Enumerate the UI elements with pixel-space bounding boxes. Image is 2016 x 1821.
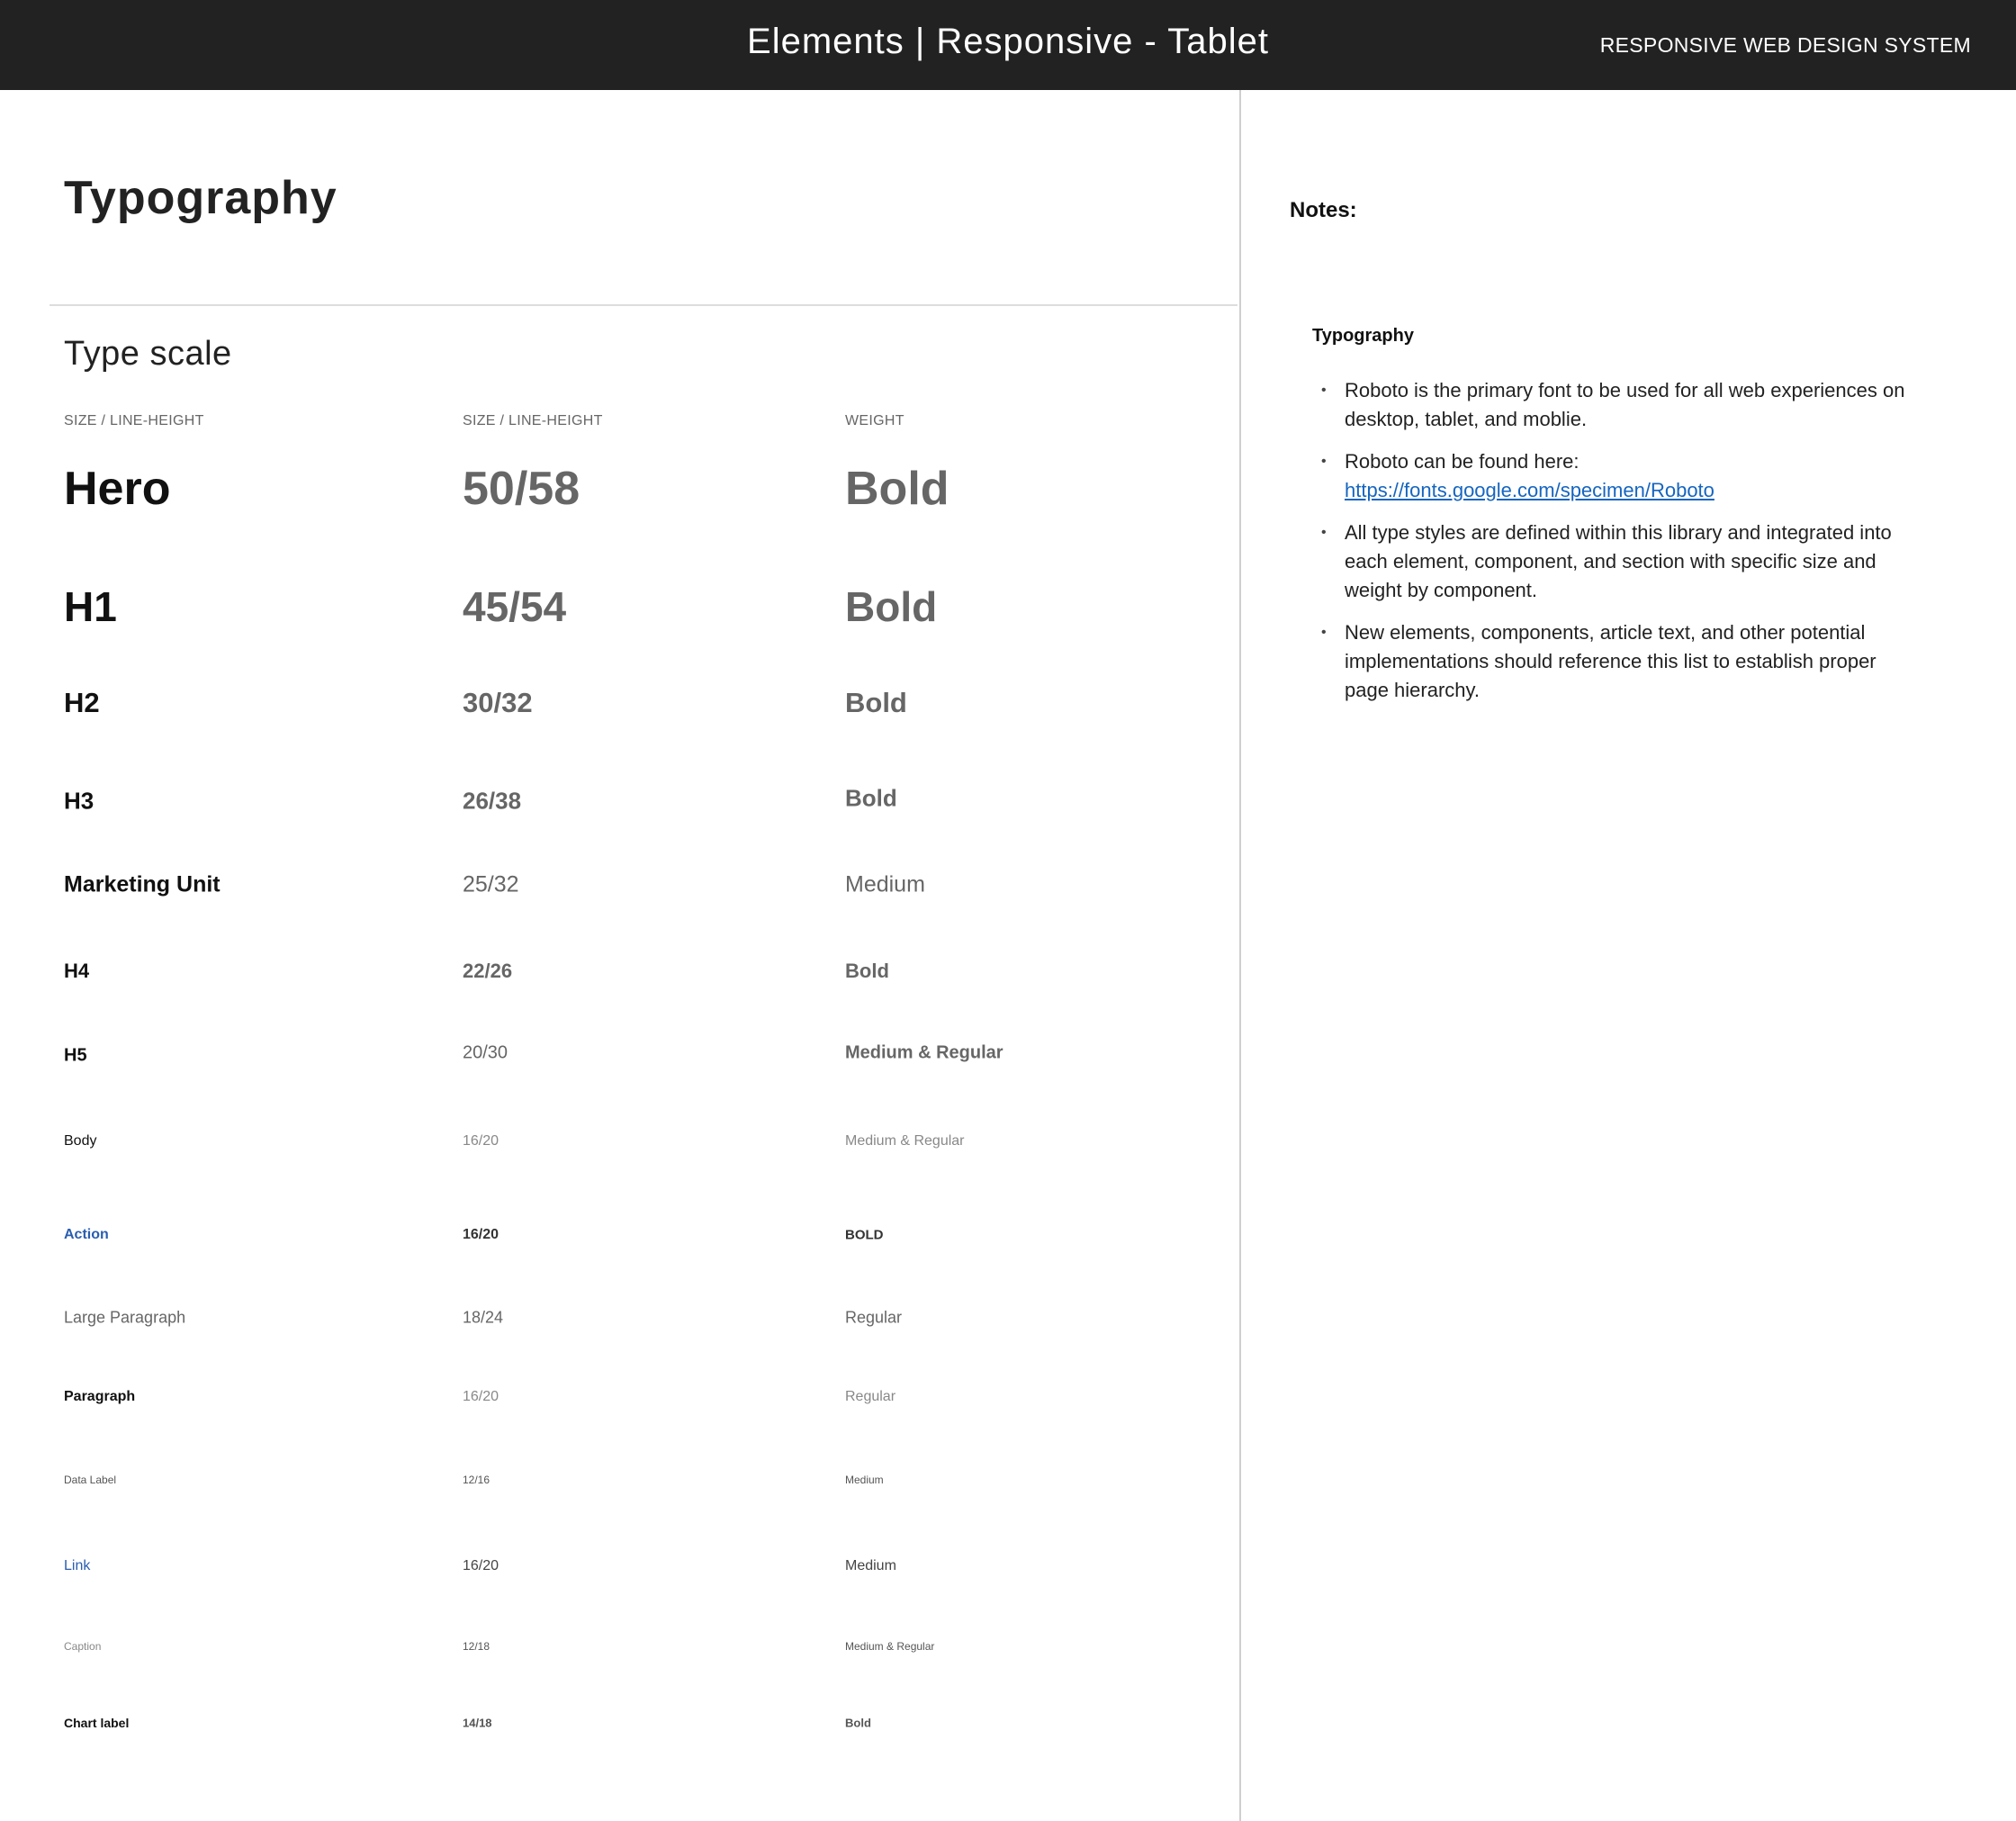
type-size: 12/18 <box>463 1640 490 1653</box>
type-size: 50/58 <box>463 463 580 515</box>
bullet-icon: • <box>1321 383 1327 398</box>
top-bar-brand: RESPONSIVE WEB DESIGN SYSTEM <box>1599 33 1971 57</box>
bullet-icon: • <box>1321 525 1327 540</box>
notes-item <box>1312 518 1906 605</box>
top-bar <box>0 0 2016 90</box>
type-size: 30/32 <box>463 687 533 718</box>
type-name: Data Label <box>64 1474 117 1486</box>
type-size: 45/54 <box>463 583 567 630</box>
notes-item <box>1312 376 1906 434</box>
type-name: H2 <box>64 687 100 718</box>
type-name: H3 <box>64 787 94 815</box>
type-name: Marketing Unit <box>64 871 220 897</box>
type-size: 18/24 <box>463 1308 504 1327</box>
type-size: 12/16 <box>463 1474 490 1486</box>
type-weight: Regular <box>845 1389 896 1404</box>
notes-list <box>1312 376 1906 718</box>
type-weight: Bold <box>845 784 897 812</box>
column-header-size-2: SIZE / LINE-HEIGHT <box>463 413 603 428</box>
notes-item-text: New elements, components, article text, and other potential implementations should reference this list to establish proper page hierarchy. <box>1345 621 1876 701</box>
bullet-icon: • <box>1321 454 1327 469</box>
type-name: Chart label <box>64 1716 130 1730</box>
type-name: Action <box>64 1227 109 1242</box>
notes-item-text: Roboto is the primary font to be used for all web experiences on desktop, tablet, and moblie. <box>1345 379 1905 430</box>
type-weight: Medium <box>845 871 925 897</box>
type-weight: Medium & Regular <box>845 1640 935 1653</box>
type-size: 16/20 <box>463 1389 500 1404</box>
page-title: Typography <box>64 172 338 224</box>
type-name: H5 <box>64 1045 87 1066</box>
type-weight: Bold <box>845 960 889 982</box>
type-size: 25/32 <box>463 871 519 897</box>
type-size: 16/20 <box>463 1133 500 1149</box>
type-size: 14/18 <box>463 1716 492 1730</box>
type-name: H4 <box>64 960 90 982</box>
type-size: 26/38 <box>463 787 522 815</box>
type-size: 16/20 <box>463 1558 500 1573</box>
notes-item <box>1312 447 1906 505</box>
roboto-font-link[interactable]: https://fonts.google.com/specimen/Roboto <box>1345 479 1714 501</box>
notes-subtitle: Typography <box>1312 326 1414 346</box>
type-size: 16/20 <box>463 1227 500 1242</box>
type-weight: Bold <box>845 463 950 515</box>
type-weight: Medium <box>845 1558 896 1573</box>
type-weight: Bold <box>845 687 907 718</box>
type-name: Caption <box>64 1640 102 1653</box>
notes-item-text: All type styles are defined within this library and integrated into each element, component, and section with specific size and weight by component. <box>1345 521 1892 601</box>
bullet-icon: • <box>1321 625 1327 640</box>
type-name: Hero <box>64 463 171 515</box>
type-size: 20/30 <box>463 1042 508 1063</box>
type-weight: Bold <box>845 583 938 630</box>
column-header-weight: WEIGHT <box>845 413 904 428</box>
type-weight: Medium <box>845 1474 884 1486</box>
type-name: Body <box>64 1133 97 1149</box>
column-header-size-1: SIZE / LINE-HEIGHT <box>64 413 204 428</box>
type-weight: BOLD <box>845 1227 884 1243</box>
type-name: Link <box>64 1558 91 1573</box>
type-weight: Medium & Regular <box>845 1133 965 1149</box>
vertical-divider <box>1239 90 1241 1821</box>
type-name: Large Paragraph <box>64 1308 186 1327</box>
type-size: 22/26 <box>463 960 513 982</box>
top-bar-title: Elements | Responsive - Tablet <box>747 22 1269 61</box>
notes-item <box>1312 618 1906 705</box>
type-name: H1 <box>64 583 117 630</box>
type-weight: Regular <box>845 1308 903 1327</box>
notes-title: Notes: <box>1290 198 1357 222</box>
type-weight: Medium & Regular <box>845 1042 1004 1063</box>
type-name: Paragraph <box>64 1389 136 1404</box>
horizontal-divider <box>50 304 1238 306</box>
type-weight: Bold <box>845 1716 871 1730</box>
section-title: Type scale <box>64 335 232 373</box>
notes-item-text: Roboto can be found here: <box>1345 450 1580 473</box>
